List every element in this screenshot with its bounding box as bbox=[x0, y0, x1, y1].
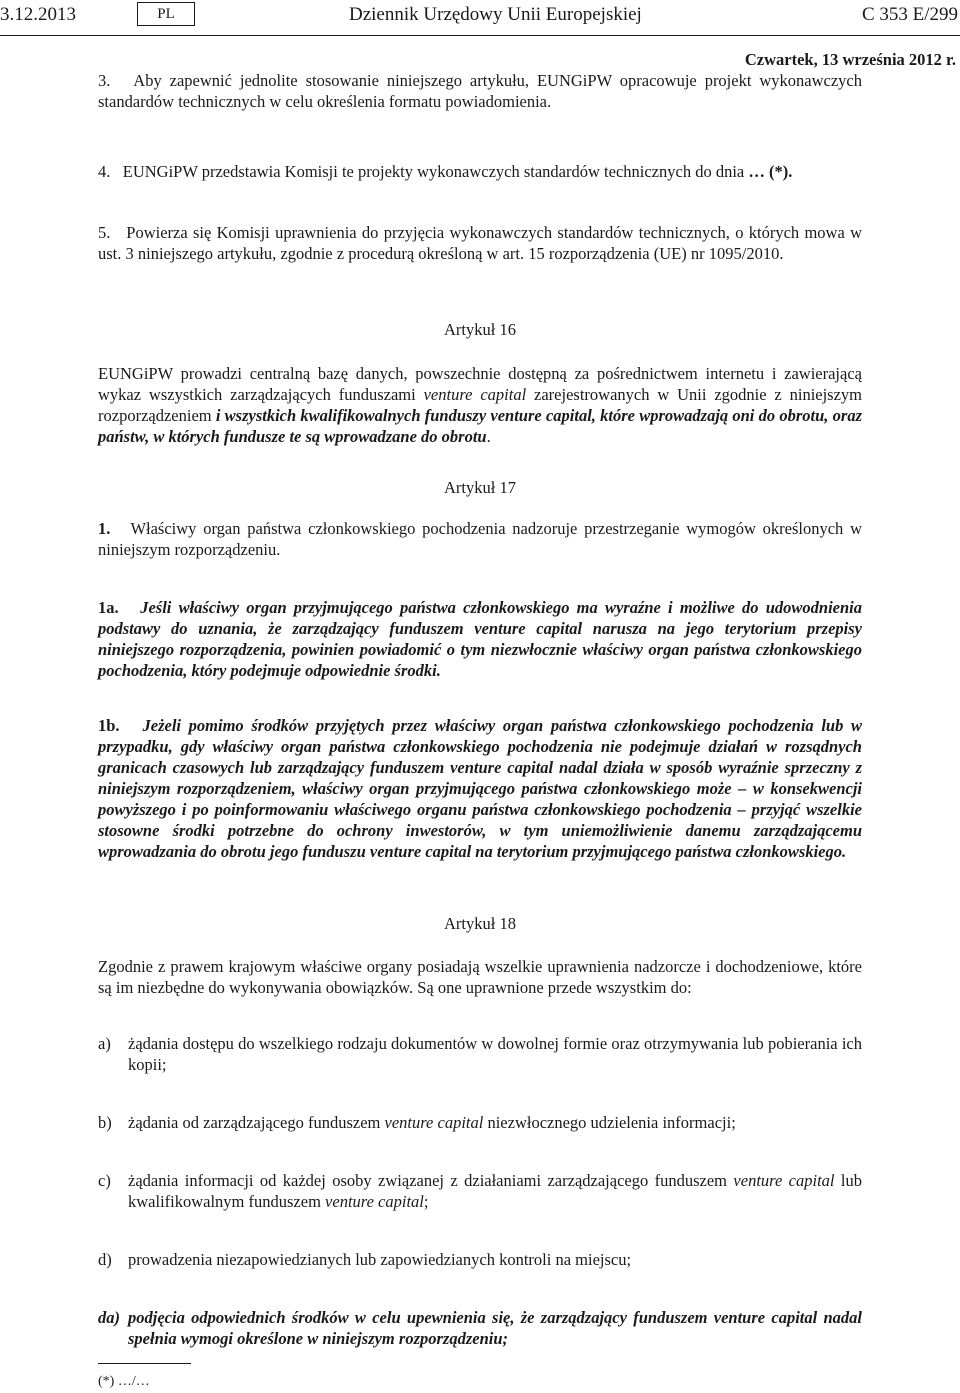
paragraph-number: 3. bbox=[98, 71, 111, 90]
item-text: żądania od zarządzającego funduszem venture capital niezwłocznego udzielenia informacji; bbox=[128, 1113, 736, 1132]
date-placeholder: … bbox=[748, 162, 765, 181]
footnote-divider bbox=[98, 1363, 191, 1364]
item-label: a) bbox=[98, 1034, 111, 1053]
paragraph-3 bbox=[98, 70, 862, 112]
paragraph-number: 1. bbox=[98, 519, 111, 538]
list-item-da bbox=[98, 1307, 862, 1349]
paragraph-tail: . bbox=[788, 162, 793, 181]
paragraph-text: Właściwy organ państwa członkowskiego pochodzenia nadzoruje przestrzeganie wymogów określonych w niniejszym rozporządzeniu. bbox=[98, 519, 863, 559]
paragraph-number: 1a. bbox=[98, 598, 119, 617]
item-label: da) bbox=[98, 1308, 120, 1327]
amendment-text: i wszystkich kwalifikowalnych funduszy venture capital, które wprowadzają oni do obrotu, oraz państw, w których fundusze te są wprowadzane do obrotu bbox=[98, 406, 862, 446]
article-18-title: Artykuł 18 bbox=[444, 914, 516, 933]
paragraph-number: 1b. bbox=[98, 716, 120, 735]
article-18-intro: Zgodnie z prawem krajowym właściwe organy posiadają wszelkie uprawnienia nadzorcze i dochodzeniowe, które są im niezbędne do wykonywania obowiązków. Są one uprawnione przede wszystkim do: bbox=[98, 957, 862, 997]
article-16-text: EUNGiPW prowadzi centralną bazę danych, powszechnie dostępną za pośrednictwem internetu i zawierającą wykaz wszystkich zarządzających funduszami venture capital zarejestrowanych w Unii zgodnie z niniejszym rozporządzeniem i wszystkich kwalifikowalnych funduszy venture capital, które wprowadzają oni do obrotu, oraz państw, w których fundusze te są wprowadzane do obrotu. bbox=[98, 364, 863, 446]
paragraph-4 bbox=[98, 161, 862, 182]
item-text: podjęcia odpowiednich środków w celu upewnienia się, że zarządzający funduszem venture capital nadal spełnia wymogi określone w niniejszym rozporządzeniu; bbox=[128, 1308, 862, 1348]
item-text: żądania informacji od każdej osoby związanej z działaniami zarządzającego funduszem venture capital lub kwalifikowalnym funduszem venture capital; bbox=[128, 1171, 863, 1211]
journal-reference: C 353 E/299 bbox=[861, 4, 958, 25]
paragraph-text: EUNGiPW przedstawia Komisji te projekty wykonawczych standardów technicznych do dnia bbox=[122, 162, 745, 181]
article-17-paragraph-1a bbox=[98, 597, 862, 681]
item-label: d) bbox=[98, 1250, 112, 1269]
article-17-title: Artykuł 17 bbox=[444, 478, 516, 497]
list-item-a bbox=[98, 1033, 862, 1075]
language-badge: PL bbox=[137, 2, 195, 26]
journal-title: Dziennik Urzędowy Unii Europejskiej bbox=[349, 4, 642, 25]
page-header bbox=[0, 4, 960, 26]
list-item-d bbox=[98, 1249, 862, 1270]
footnote-reference[interactable]: (*) bbox=[768, 162, 789, 181]
paragraph-number: 5. bbox=[98, 223, 111, 242]
paragraph-text: Aby zapewnić jednolite stosowanie niniejszego artykułu, EUNGiPW opracowuje projekt wykonawczych standardów technicznych w celu określenia formatu powiadomienia. bbox=[98, 71, 862, 111]
amendment-text: Jeżeli pomimo środków przyjętych przez właściwy organ państwa członkowskiego pochodzenia lub w przypadku, gdy właściwy organ państwa członkowskiego pochodzenia nie podejmuje działań w rozsądnych granicach czasowych lub zarządzający funduszem venture capital nadal działa w sposób wyraźnie sprzeczny z niniejszym rozporządzeniem, właściwy organ przyjmującego państwa członkowskiego może – w konsekwencji powyższego i po poinformowaniu właściwego organu państwa członkowskiego pochodzenia – przyjąć wszelkie stosowne środki potrzebne do ochrony inwestorów, w tym uniemożliwienie danemu zarządzającemu wprowadzania do obrotu jego funduszu venture capital na terytorium przyjmującego państwa członkowskiego. bbox=[98, 716, 862, 861]
article-17-paragraph-1b bbox=[98, 715, 862, 862]
item-label: c) bbox=[98, 1171, 111, 1190]
footnote: (*) …/… bbox=[98, 1374, 150, 1389]
item-text: żądania dostępu do wszelkiego rodzaju dokumentów w dowolnej formie oraz otrzymywania lub pobierania ich kopii; bbox=[128, 1034, 862, 1074]
publication-date: 3.12.2013 bbox=[0, 4, 76, 25]
paragraph-number: 4. bbox=[98, 162, 111, 181]
article-17-paragraph-1 bbox=[98, 518, 862, 560]
list-item-b bbox=[98, 1112, 862, 1133]
article-16-title: Artykuł 16 bbox=[444, 320, 516, 339]
amendment-text: Jeśli właściwy organ przyjmującego państwa członkowskiego ma wyraźne i możliwe do udowodnienia podstawy do uznania, że zarządzający funduszem venture capital narusza na jego terytorium przepisy niniejszego rozporządzenia, powinien powiadomić o tym niezwłocznie właściwy organ państwa członkowskiego pochodzenia, który podejmuje odpowiednie środki. bbox=[98, 598, 863, 680]
paragraph-text: Powierza się Komisji uprawnienia do przyjęcia wykonawczych standardów technicznych, o których mowa w ust. 3 niniejszego artykułu, zgodnie z procedurą określoną w art. 15 rozporządzenia (UE) nr 1095/2010. bbox=[98, 223, 862, 263]
item-text: prowadzenia niezapowiedzianych lub zapowiedzianych kontroli na miejscu; bbox=[128, 1250, 632, 1269]
paragraph-5 bbox=[98, 222, 862, 264]
list-item-c bbox=[98, 1170, 862, 1212]
header-divider bbox=[0, 35, 960, 36]
item-label: b) bbox=[98, 1113, 112, 1132]
sitting-date: Czwartek, 13 września 2012 r. bbox=[744, 50, 956, 69]
